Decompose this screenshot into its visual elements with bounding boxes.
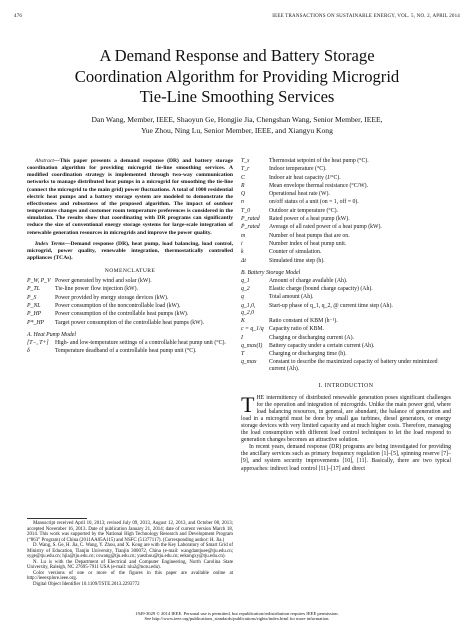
nomenclature-desc: Elastic charge (bound charge capacity) (Ah). <box>269 286 373 293</box>
nomenclature-symbol: T <box>241 351 245 358</box>
nomenclature-symbol: k <box>241 249 244 256</box>
nomenclature-row <box>27 320 233 328</box>
nomenclature-symbol: P_TL <box>27 286 40 293</box>
nomenclature-desc: Mean envelope thermal resistance (°C/W). <box>269 182 369 189</box>
nomenclature-desc: Operational heat rate (W). <box>269 191 330 198</box>
nomenclature-desc: Power consumption of the noncontrollable load (kW). <box>55 303 181 310</box>
nomenclature-symbol: T_s <box>241 158 250 164</box>
nomenclature-row <box>241 335 451 343</box>
nomenclature-row <box>241 183 451 191</box>
nomenclature-row <box>241 258 451 266</box>
nomenclature-symbol: P_HP <box>27 311 42 318</box>
nomenclature-row <box>241 318 451 326</box>
nomenclature-symbol: c = q_1/q <box>241 326 264 333</box>
nomenclature-desc: on/off status of a unit (on = 1, off = 0). <box>269 199 359 206</box>
abstract <box>27 158 233 237</box>
nomenclature-symbol: P̄_rated <box>241 224 260 231</box>
nomenclature-row <box>241 199 451 207</box>
nomenclature-desc: Constant to describe the maximized capacity of battery under minimized current (Ah). <box>269 359 438 373</box>
nomenclature-symbol: P_W, P_V <box>27 278 51 285</box>
nomenclature-row <box>27 348 233 356</box>
nomenclature-symbol: q_max(I) <box>241 342 263 349</box>
nomenclature-symbol: I <box>241 334 243 341</box>
nomenclature-desc: Power generated by wind and solar (kW). <box>55 278 152 285</box>
nomenclature-desc: Charging or discharging current (A). <box>269 334 354 341</box>
footnotes <box>27 521 233 588</box>
footnote-manuscript: Manuscript received April 10, 2013; revised July 09, 2013, August 12, 2013, and October 08, 2013; accepted November 16, 2013. Date of publication January 21, 2014; date of current version March 18, 2014. This work was supported by the National High Technology Research and Development Program (“863” Program) of China (2011AA05A115) and NSFC (51377117). (Corresponding author: H. Jia.) <box>27 521 233 543</box>
nomenclature-desc: Total amount (Ah). <box>269 294 314 301</box>
introduction-paragraph <box>241 391 451 445</box>
nomenclature-symbol: q_max <box>241 359 257 366</box>
footnote-affiliation: N. Lu is with the Department of Electrical and Computer Engineering, North Carolina State University, Raleigh, NC 27695-7911 USA (e-mail: nlu2@ncsu.edu). <box>27 559 233 571</box>
index-terms-label: Index Terms <box>35 240 65 247</box>
left-column <box>27 158 233 357</box>
nomenclature-row <box>241 208 451 216</box>
copyright-notice <box>0 611 474 622</box>
nomenclature-desc: Battery capacity under a certain current (Ah). <box>269 342 375 349</box>
author-line: Yue Zhou, Ning Lu, Senior Member, IEEE, and Xiangyu Kong <box>141 126 333 136</box>
introduction-paragraph: In recent years, demand response (DR) programs are being investigated for providing the ancillary services such as primary frequency regulation [1]–[5], spinning reserve [7]–[9], and system security improvements [10], [11]. Basically, there are two typical approaches: indirect load control [11]–[17] and direct <box>241 444 451 472</box>
nomenclature-symbol: T_0 <box>241 207 251 214</box>
abstract-label: Abstract <box>35 158 54 164</box>
nomenclature-symbol: Δt <box>241 257 247 264</box>
nomenclature-desc: Indoor air heat capacity (J/°C). <box>269 174 341 181</box>
nomenclature-symbol: P*_HP <box>27 319 45 326</box>
nomenclature-desc: Counter of simulation. <box>269 249 322 256</box>
nomenclature-symbol: P_S <box>27 294 37 301</box>
heat-pump-symbols-table <box>241 158 451 266</box>
nomenclature-symbol: δ <box>27 348 30 355</box>
nomenclature-desc: High- and low-temperature settings of a controllable heat pump unit (°C). <box>55 339 226 346</box>
nomenclature-desc: Temperature deadband of a controllable heat pump unit (°C). <box>55 348 197 355</box>
nomenclature-symbol: C <box>241 174 245 181</box>
title-line: A Demand Response and Battery Storage <box>99 46 375 65</box>
nomenclature-symbol: P_rated <box>241 216 260 223</box>
copyright-line: 1949-3029 © 2014 IEEE. Personal use is permitted, but republication/redistribution requires IEEE permission. <box>135 611 339 616</box>
nomenclature-row <box>241 326 451 334</box>
nomenclature-row <box>27 311 233 319</box>
nomenclature-table <box>27 278 233 328</box>
nomenclature-row <box>241 249 451 257</box>
nomenclature-desc: Number of heat pumps that are on. <box>269 232 350 239</box>
nomenclature-desc: Charging or discharging time (h). <box>269 351 347 358</box>
nomenclature-symbol: q <box>241 294 244 301</box>
right-column <box>241 158 451 473</box>
battery-table <box>241 278 451 375</box>
nomenclature-row <box>27 286 233 294</box>
nomenclature-row <box>241 359 451 374</box>
nomenclature-row <box>241 233 451 241</box>
nomenclature-symbol: [T−, T+] <box>27 339 49 346</box>
nomenclature-row <box>241 278 451 286</box>
nomenclature-desc: Tie-line power flow injection (kW). <box>55 286 139 293</box>
nomenclature-symbol: q_2 <box>241 286 250 293</box>
nomenclature-row <box>241 343 451 351</box>
title-line: Coordination Algorithm for Providing Microgrid <box>74 66 400 86</box>
nomenclature-row <box>241 175 451 183</box>
nomenclature-desc: Start-up phase of q_1, q_2, @ current time step (Ah). <box>269 302 393 309</box>
running-header <box>14 14 460 24</box>
nomenclature-row <box>27 295 233 303</box>
abstract-text: —This paper presents a demand response (DR) and battery storage coordination algorithm for providing microgrid tie-line smoothing services. A modified coordination strategy is implemented through two-way communication networks to manage distributed heat pumps in a microgrid for smoothing the tie-line (connect the microgrid to the main grid) power fluctuations. A total of 1000 residential electric heat pumps and a battery storage system are modeled to demonstrate the effectiveness and robustness of the proposed algorithm. The impact of outdoor temperature changes and customer room temperature preferences is considered in the simulation. The results show that coordinating with DR programs can significantly reduce the size of conventional energy storage systems for large-scale integration of renewable generation resources in microgrids and improve the power quality. <box>27 158 233 236</box>
nomenclature-symbol: n <box>241 199 244 206</box>
nomenclature-desc: Capacity ratio of KBM. <box>269 326 325 333</box>
author-list <box>0 114 474 136</box>
nomenclature-desc: Simulated time step (h). <box>269 257 325 264</box>
nomenclature-symbol: q_1,0, q_2,0 <box>241 302 256 316</box>
introduction-text: HE intermittency of distributed renewable generation poses significant challenges for the operation and integration of microgrids. Unlike the main power grid, where load balancing resources, in general, are abundant, the balance of generation and load in a microgrid must be done by small gas turbines, diesel generators, or energy storage devices with very limited capacity and at much higher costs. Therefore, managing the load consumption with different load control techniques to let the load respond to generation changes becomes an attractive solution. <box>241 394 451 444</box>
nomenclature-symbol: q_1 <box>241 277 250 284</box>
battery-model-heading: B. Battery Storage Model <box>241 269 301 276</box>
footnote-color: Color versions of one or more of the figures in this paper are available online at http://ieeexplore.ieee.org. <box>27 570 233 582</box>
footnote-affiliation: D. Wang, S. Ge, H. Jia, C. Wang, Y. Zhou, and X. Kong are with the Key Laboratory of Smart Grid of Ministry of Education, Tianjin University, Tianjin 300072, China (e-mail: wangdantjuee@tju.edu.cn; syge@tju.edu.cn; hjia@tju.edu.cn; cswang@tju.edu.cn; yuezhou@tju.edu.cn; eekongxy@tju.edu.cn). <box>27 543 233 560</box>
heat-pump-model-heading: A. Heat Pump Model <box>27 331 76 338</box>
title-line: Tie-Line Smoothing Services <box>139 87 335 107</box>
nomenclature-desc: Indoor temperature (°C). <box>269 166 327 173</box>
nomenclature-desc: Rated power of a heat pump (kW). <box>269 216 350 223</box>
paper-title <box>0 46 474 108</box>
nomenclature-symbol: m <box>241 232 246 239</box>
nomenclature-desc: Amount of charge available (Ah). <box>269 277 348 284</box>
nomenclature-row <box>241 294 451 302</box>
copyright-line: See http://www.ieee.org/publications_standards/publications/rights/index.html for more information. <box>144 616 330 622</box>
nomenclature-desc: Number index of heat pump unit. <box>269 240 347 247</box>
drop-cap: T <box>241 391 255 417</box>
nomenclature-desc: Power provided by energy storage devices (kW). <box>55 294 169 301</box>
nomenclature-desc: Average of all rated power of a heat pump (kW). <box>269 224 382 231</box>
nomenclature-symbol: R <box>241 182 245 189</box>
footnote-doi: Digital Object Identifier 10.1109/TSTE.2013.2293772 <box>33 582 140 588</box>
index-terms-text: —Demand response (DR), heat pump, load balancing, load control, microgrid, power quality, renewable integration, thermostatically controlled appliances (TCAs). <box>27 240 233 262</box>
nomenclature-row <box>241 166 451 174</box>
nomenclature-desc: Ratio constant of KBM (h⁻¹). <box>269 317 338 324</box>
nomenclature-desc: Target power consumption of the controllable heat pumps (kW). <box>55 319 205 326</box>
nomenclature-symbol: K <box>241 317 245 324</box>
introduction-heading: I. INTRODUCTION <box>318 382 374 389</box>
nomenclature-symbol: P_NL <box>27 303 41 310</box>
nomenclature-desc: Thermostat setpoint of the heat pump (°C). <box>269 158 369 164</box>
heat-pump-table <box>27 340 233 357</box>
nomenclature-desc: Outdoor air temperature (°C). <box>269 207 338 214</box>
footnote-rule <box>27 518 87 519</box>
author-line: Dan Wang, Member, IEEE, Shaoyun Ge, Hongjie Jia, Chengshan Wang, Senior Member, IEEE, <box>91 115 383 124</box>
journal-header: IEEE TRANSACTIONS ON SUSTAINABLE ENERGY, VOL. 5, NO. 2, APRIL 2014 <box>272 14 460 19</box>
nomenclature-row <box>241 224 451 232</box>
nomenclature-symbol: Q <box>241 191 246 198</box>
index-terms <box>27 241 233 262</box>
page-number: 476 <box>14 14 23 19</box>
nomenclature-heading: NOMENCLATURE <box>104 268 156 275</box>
nomenclature-row <box>241 303 451 318</box>
nomenclature-desc: Power consumption of the controllable heat pumps (kW). <box>55 311 189 318</box>
nomenclature-symbol: i <box>241 240 243 247</box>
nomenclature-symbol: T_r <box>241 166 250 173</box>
